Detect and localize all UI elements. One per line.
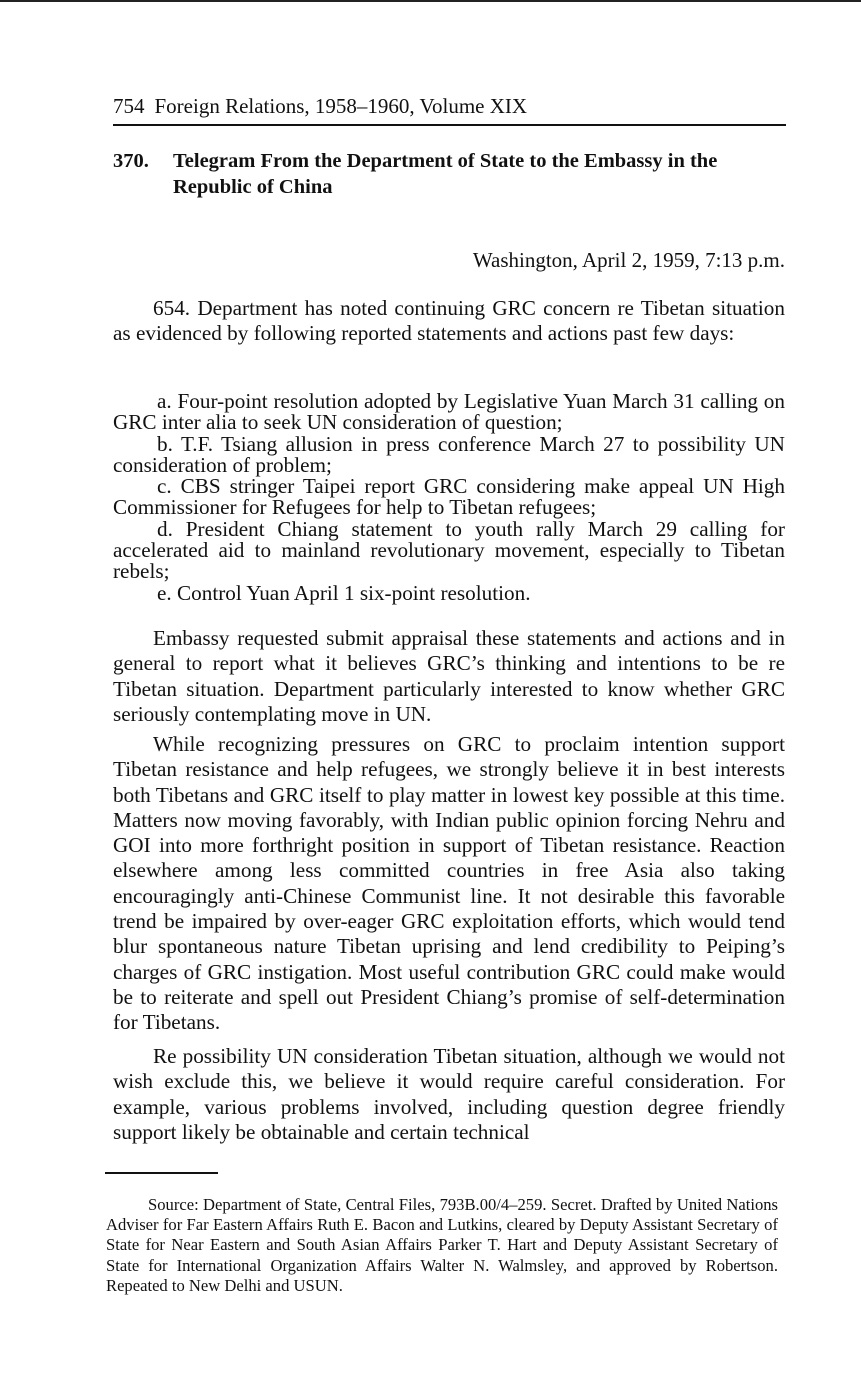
document-number: 370.: [113, 150, 149, 172]
document-heading: [113, 148, 785, 200]
document-title: Telegram From the Department of State to the Embassy in the Republic of China: [173, 150, 718, 198]
list-item: a. Four-point resolution adopted by Legislative Yuan March 31 calling on GRC inter alia to seek UN consideration of question;: [113, 389, 785, 435]
intro-paragraph: [113, 296, 785, 347]
source-footnote-text: Source: Department of State, Central Files, 793B.00/4–259. Secret. Drafted by United Nations Adviser for Far Eastern Affairs Ruth E. Bacon and Lutkins, cleared by Deputy Assistant Secretary of State for Near Eastern and South Asian Affairs Parker T. Hart and Deputy Assistant Secretary of State for International Organization Affairs Walter N. Walmsley, and approved by Robertson. Repeated to New Delhi and USUN.: [106, 1195, 778, 1295]
page-top-edge: [0, 0, 861, 2]
list-item: c. CBS stringer Taipei report GRC considering make appeal UN High Commissioner for Refugees for help to Tibetan refugees;: [113, 474, 785, 520]
list-item: e. Control Yuan April 1 six-point resolution.: [157, 580, 531, 605]
source-footnote: [106, 1195, 778, 1296]
footnote-rule: [105, 1172, 218, 1174]
un-consideration-paragraph: [113, 1044, 785, 1145]
page-number: 754: [113, 94, 145, 118]
embassy-text: Embassy requested submit appraisal these statements and actions and in general to report what it believes GRC’s thinking and intentions to be re Tibetan situation. Department particularly interested to know whether GRC seriously contemplating move in UN.: [113, 626, 785, 726]
recognizing-paragraph: [113, 732, 785, 1036]
running-title: Foreign Relations, 1958–1960, Volume XIX: [154, 94, 528, 118]
recognizing-text: While recognizing pressures on GRC to proclaim intention support Tibetan resistance and help refugees, we strongly believe it in best interests both Tibetans and GRC itself to play matter in lowest key possible at this time. Matters now moving favorably, with Indian public opinion forcing Nehru and GOI into more forthright position in support of Tibetan resistance. Reaction elsewhere among less committed countries in free Asia also taking encouragingly anti-Chinese Communist line. It not desirable this favorable trend be impaired by over-eager GRC exploitation efforts, which would tend blur spontaneous nature Tibetan uprising and lend credibility to Peiping’s charges of GRC instigation. Most useful contribution GRC could make would be to reiterate and spell out President Chiang’s promise of self-determination for Tibetans.: [113, 732, 785, 1035]
intro-text: 654. Department has noted continuing GRC concern re Tibetan situation as evidenced by following reported statements and actions past few days:: [113, 296, 785, 346]
list-item: b. T.F. Tsiang allusion in press conference March 27 to possibility UN consideration of problem;: [113, 431, 785, 477]
running-header: [113, 92, 785, 120]
list-item: d. President Chiang statement to youth rally March 29 calling for accelerated aid to mainland revolutionary movement, especially to Tibetan rebels;: [113, 516, 785, 584]
header-rule: [113, 124, 786, 126]
reported-actions-list: [113, 391, 785, 604]
embassy-paragraph: [113, 626, 785, 727]
un-consideration-text: Re possibility UN consideration Tibetan situation, although we would not wish exclude this, we believe it would require careful consideration. For example, various problems involved, including question degree friendly support likely be obtainable and certain technical: [113, 1044, 785, 1144]
dateline: Washington, April 2, 1959, 7:13 p.m.: [472, 248, 785, 272]
